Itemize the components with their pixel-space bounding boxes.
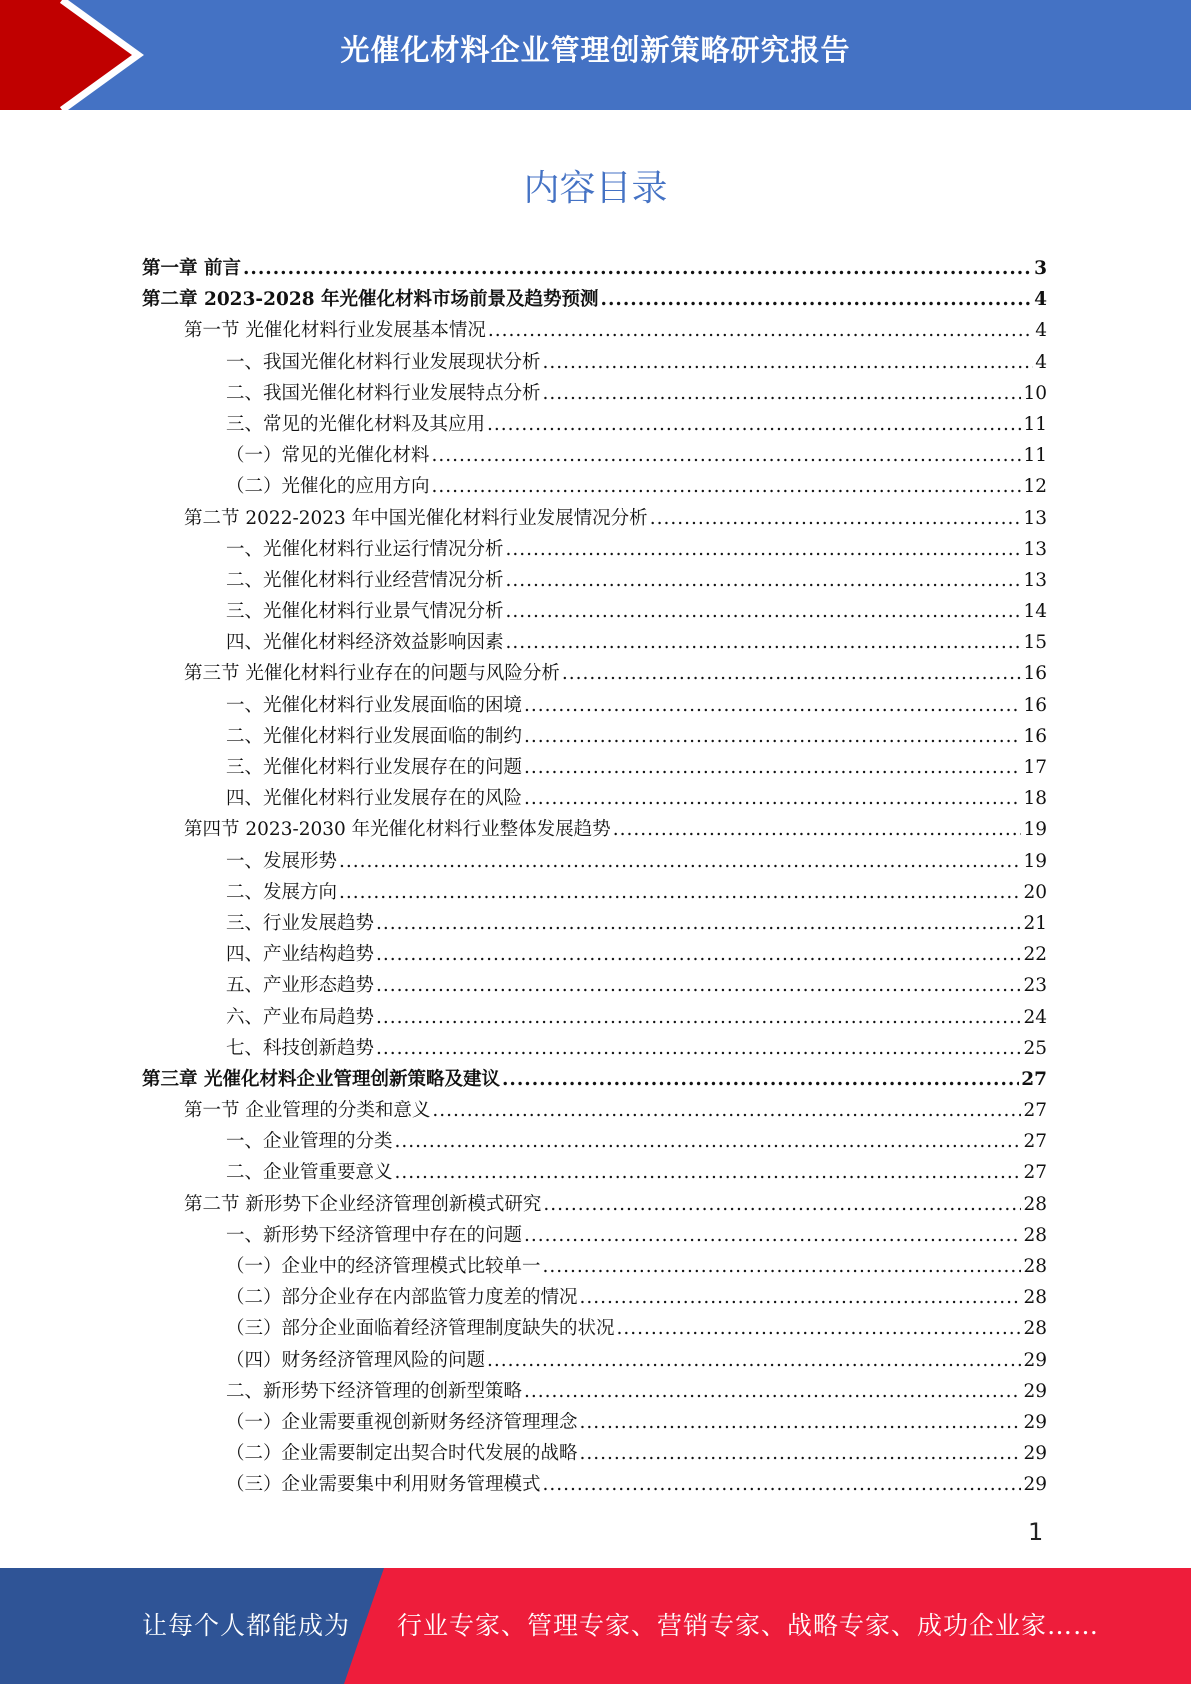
toc-entry-label: 二、光催化材料行业经营情况分析	[226, 569, 504, 591]
toc-entry[interactable]	[142, 1158, 1047, 1189]
toc-entry-label: 四、产业结构趋势	[226, 944, 375, 966]
toc-entry[interactable]	[142, 316, 1047, 347]
toc-entry-page: 11	[1023, 413, 1047, 435]
toc-dot-leader	[506, 570, 1022, 591]
toc-entry-label: 一、光催化材料行业发展面临的困境	[226, 694, 523, 716]
toc-dot-leader	[395, 1131, 1022, 1152]
toc-entry-page: 4	[1034, 289, 1047, 311]
toc-entry-label: 七、科技创新趋势	[226, 1037, 375, 1059]
toc-entry[interactable]	[142, 441, 1047, 472]
toc-entry-label: 一、发展形势	[226, 850, 338, 872]
toc-entry-page: 29	[1023, 1443, 1047, 1465]
toc-entry-page: 3	[1034, 258, 1047, 279]
toc-entry-label: 二、我国光催化材料行业发展特点分析	[226, 382, 541, 404]
toc-dot-leader	[376, 1007, 1021, 1028]
toc-entry-label: 一、我国光催化材料行业发展现状分析	[226, 351, 541, 373]
toc-dot-leader	[506, 601, 1022, 622]
toc-entry[interactable]	[142, 1190, 1047, 1221]
toc-dot-leader	[339, 851, 1021, 872]
toc-entry-label: 四、光催化材料行业发展存在的风险	[226, 788, 523, 810]
toc-entry[interactable]	[142, 1314, 1047, 1345]
toc-dot-leader	[506, 632, 1022, 653]
toc-entry-page: 29	[1023, 1411, 1047, 1433]
toc-entry[interactable]	[142, 1221, 1047, 1252]
toc-entry[interactable]	[142, 1003, 1047, 1034]
toc-entry[interactable]	[142, 815, 1047, 846]
toc-entry[interactable]	[142, 971, 1047, 1002]
toc-dot-leader	[580, 1287, 1022, 1308]
toc-entry-label: （二）部分企业存在内部监管力度差的情况	[226, 1287, 578, 1309]
toc-entry-page: 4	[1035, 351, 1047, 373]
toc-dot-leader	[502, 1069, 1019, 1090]
toc-entry-label: 第三章 光催化材料企业管理创新策略及建议	[142, 1068, 500, 1090]
toc-dot-leader	[488, 320, 1033, 341]
toc-entry-page: 28	[1023, 1256, 1047, 1277]
toc-dot-leader	[376, 975, 1021, 996]
toc-dot-leader	[376, 1038, 1021, 1059]
page-footer	[0, 1568, 1191, 1684]
toc-entry-page: 24	[1023, 1006, 1047, 1028]
toc-dot-leader	[339, 882, 1021, 903]
table-of-contents	[142, 254, 1047, 1502]
toc-dot-leader	[543, 1194, 1021, 1215]
page-header	[0, 0, 1191, 110]
toc-entry-page: 16	[1023, 694, 1047, 716]
toc-entry[interactable]	[142, 753, 1047, 784]
toc-entry-label: 三、光催化材料行业发展存在的问题	[226, 757, 523, 778]
toc-entry-label: （一）企业需要重视创新财务经济管理理念	[226, 1411, 578, 1433]
toc-entry-label: 二、光催化材料行业发展面临的制约	[226, 725, 523, 747]
toc-entry-label: 六、产业布局趋势	[226, 1006, 375, 1028]
toc-entry[interactable]	[142, 1252, 1047, 1283]
toc-entry[interactable]	[142, 628, 1047, 659]
toc-entry-page: 29	[1023, 1380, 1047, 1402]
toc-dot-leader	[506, 539, 1022, 560]
toc-entry-label: （一）企业中的经济管理模式比较单一	[226, 1256, 541, 1277]
toc-entry-page: 13	[1023, 507, 1047, 529]
toc-entry-page: 28	[1023, 1287, 1047, 1309]
toc-dot-leader	[524, 695, 1021, 716]
toc-entry-label: 第一节 企业管理的分类和意义	[184, 1100, 431, 1122]
toc-dot-leader	[580, 1412, 1022, 1433]
page-number: 1	[1028, 1518, 1044, 1546]
toc-entry[interactable]	[142, 1096, 1047, 1127]
toc-entry-page: 29	[1023, 1349, 1047, 1371]
toc-dot-leader	[487, 1350, 1021, 1371]
toc-entry-page: 27	[1023, 1131, 1047, 1153]
toc-entry-page: 20	[1023, 881, 1047, 903]
toc-entry-label: 第三节 光催化材料行业存在的问题与风险分析	[184, 663, 560, 685]
toc-dot-leader	[432, 476, 1022, 497]
toc-dot-leader	[524, 726, 1021, 747]
toc-entry[interactable]	[142, 691, 1047, 722]
toc-entry[interactable]	[142, 535, 1047, 566]
toc-entry-label: 一、企业管理的分类	[226, 1131, 393, 1153]
toc-entry-page: 19	[1023, 819, 1047, 841]
toc-entry[interactable]	[142, 1377, 1047, 1408]
toc-entry-label: （二）光催化的应用方向	[226, 476, 430, 498]
toc-entry-page: 28	[1023, 1193, 1047, 1215]
toc-entry[interactable]	[142, 348, 1047, 379]
toc-entry-page: 27	[1021, 1068, 1047, 1090]
toc-entry[interactable]	[142, 1127, 1047, 1158]
toc-entry-label: 第一章 前言	[142, 258, 241, 279]
toc-entry-label: （四）财务经济管理风险的问题	[226, 1349, 486, 1371]
toc-entry[interactable]	[142, 1283, 1047, 1314]
toc-dot-leader	[243, 258, 1032, 279]
toc-entry-label: 二、企业管重要意义	[226, 1162, 393, 1184]
toc-entry[interactable]	[142, 1439, 1047, 1470]
toc-entry-label: 第二节 2022-2023 年中国光催化材料行业发展情况分析	[184, 507, 648, 529]
toc-entry[interactable]	[142, 472, 1047, 503]
toc-entry[interactable]	[142, 254, 1047, 285]
toc-entry[interactable]	[142, 566, 1047, 597]
toc-entry[interactable]	[142, 1408, 1047, 1439]
toc-dot-leader	[524, 1225, 1021, 1246]
footer-slogan-right: 行业专家、管理专家、营销专家、战略专家、成功企业家……	[397, 1611, 1100, 1640]
toc-dot-leader	[543, 1256, 1022, 1277]
toc-dot-leader	[376, 913, 1021, 934]
toc-entry-label: （三）企业需要集中利用财务管理模式	[226, 1474, 541, 1496]
toc-entry-page: 27	[1023, 1162, 1047, 1184]
toc-entry-page: 22	[1023, 944, 1047, 966]
toc-dot-leader	[617, 1318, 1022, 1339]
toc-dot-leader	[543, 383, 1022, 404]
toc-entry-page: 21	[1023, 912, 1047, 934]
toc-entry-page: 16	[1023, 663, 1047, 685]
toc-dot-leader	[524, 1381, 1021, 1402]
toc-entry[interactable]	[142, 597, 1047, 628]
toc-entry-label: 第四节 2023-2030 年光催化材料行业整体发展趋势	[184, 819, 611, 841]
toc-entry[interactable]	[142, 1346, 1047, 1377]
toc-entry-page: 10	[1023, 382, 1047, 404]
toc-dot-leader	[613, 819, 1022, 840]
toc-entry[interactable]	[142, 659, 1047, 690]
toc-entry[interactable]	[142, 285, 1047, 316]
toc-entry-label: 第一节 光催化材料行业发展基本情况	[184, 320, 486, 342]
toc-dot-leader	[432, 1100, 1021, 1121]
toc-entry-page: 12	[1023, 476, 1047, 498]
toc-entry-label: 三、行业发展趋势	[226, 912, 375, 934]
footer-slogan-left: 让每个人都能成为	[142, 1611, 351, 1640]
toc-entry[interactable]	[142, 1470, 1047, 1501]
toc-entry-label: 二、发展方向	[226, 881, 338, 903]
toc-entry-page: 13	[1023, 538, 1047, 560]
toc-entry-page: 27	[1023, 1100, 1047, 1122]
toc-entry-page: 16	[1023, 725, 1047, 747]
toc-entry-page: 13	[1023, 569, 1047, 591]
report-title: 光催化材料企业管理创新策略研究报告	[340, 33, 851, 67]
toc-entry-page: 19	[1023, 850, 1047, 872]
toc-heading: 内容目录	[523, 168, 668, 209]
toc-entry[interactable]	[142, 1065, 1047, 1096]
toc-dot-leader	[487, 414, 1021, 435]
toc-entry-label: 四、光催化材料经济效益影响因素	[226, 632, 504, 654]
toc-entry-label: 一、光催化材料行业运行情况分析	[226, 538, 504, 560]
toc-entry-label: 一、新形势下经济管理中存在的问题	[226, 1224, 523, 1246]
toc-entry[interactable]	[142, 847, 1047, 878]
toc-entry-label: （三）部分企业面临着经济管理制度缺失的状况	[226, 1318, 615, 1340]
toc-entry-label: 第二节 新形势下企业经济管理创新模式研究	[184, 1193, 542, 1215]
toc-dot-leader	[432, 445, 1022, 466]
toc-entry-page: 14	[1023, 601, 1047, 623]
toc-entry[interactable]	[142, 504, 1047, 535]
toc-entry-page: 4	[1035, 320, 1047, 342]
toc-entry[interactable]	[142, 940, 1047, 971]
toc-entry-page: 28	[1023, 1318, 1047, 1340]
toc-entry-page: 18	[1023, 788, 1047, 810]
toc-entry-page: 28	[1023, 1224, 1047, 1246]
toc-dot-leader	[395, 1162, 1022, 1183]
toc-entry-label: 三、常见的光催化材料及其应用	[226, 413, 486, 435]
toc-dot-leader	[524, 757, 1021, 778]
toc-entry[interactable]	[142, 722, 1047, 753]
toc-dot-leader	[580, 1443, 1022, 1464]
toc-entry[interactable]	[142, 1034, 1047, 1065]
toc-entry-page: 29	[1023, 1474, 1047, 1496]
toc-entry[interactable]	[142, 784, 1047, 815]
toc-entry-page: 17	[1023, 757, 1047, 778]
toc-entry-label: 二、新形势下经济管理的创新型策略	[226, 1380, 523, 1402]
toc-dot-leader	[524, 788, 1021, 809]
toc-entry-page: 15	[1023, 632, 1047, 654]
toc-entry-label: （二）企业需要制定出契合时代发展的战略	[226, 1443, 578, 1465]
toc-dot-leader	[650, 508, 1022, 529]
toc-entry-label: 第二章 2023-2028 年光催化材料市场前景及趋势预测	[142, 289, 599, 311]
toc-entry-page: 11	[1023, 445, 1047, 467]
toc-dot-leader	[601, 289, 1033, 310]
toc-entry-page: 25	[1023, 1037, 1047, 1059]
toc-entry[interactable]	[142, 878, 1047, 909]
toc-entry-label: 五、产业形态趋势	[226, 975, 375, 997]
toc-entry[interactable]	[142, 379, 1047, 410]
toc-entry-label: 三、光催化材料行业景气情况分析	[226, 601, 504, 623]
toc-dot-leader	[543, 352, 1034, 373]
toc-dot-leader	[376, 944, 1021, 965]
toc-dot-leader	[562, 663, 1022, 684]
toc-entry-page: 23	[1023, 975, 1047, 997]
toc-entry[interactable]	[142, 909, 1047, 940]
toc-dot-leader	[543, 1474, 1022, 1495]
toc-entry[interactable]	[142, 410, 1047, 441]
toc-entry-label: （一）常见的光催化材料	[226, 445, 430, 467]
